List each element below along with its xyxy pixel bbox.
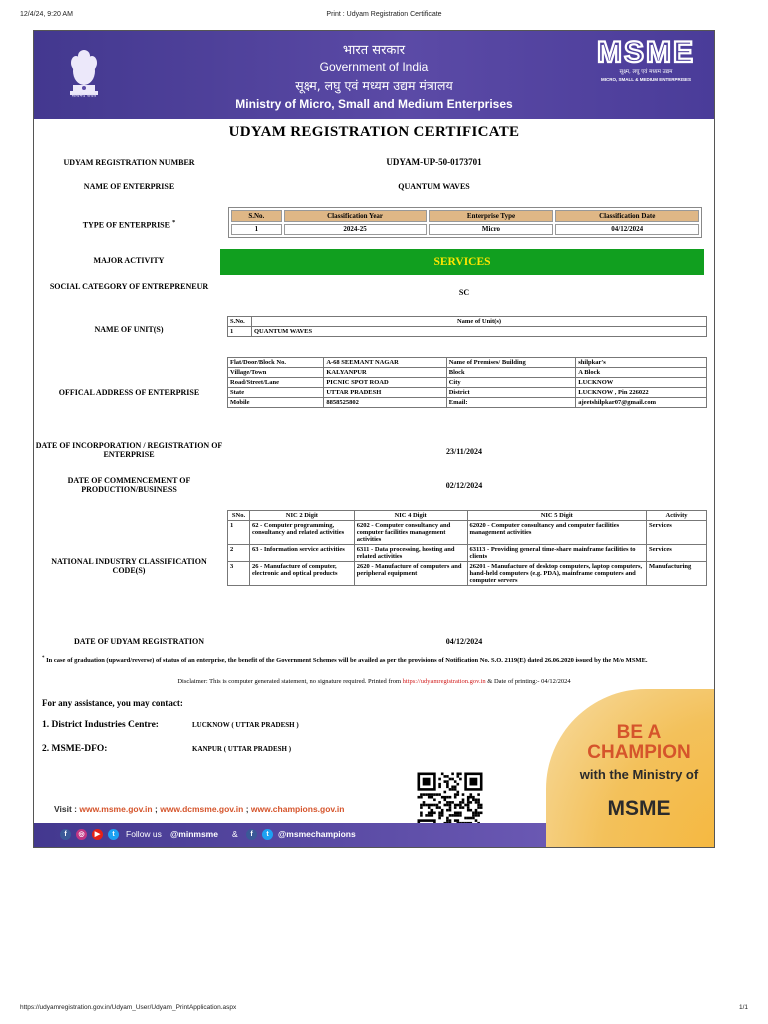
type-header-2: Classification Year (284, 210, 427, 222)
address-cell-2: KALYANPUR (324, 368, 446, 378)
address-cell-3: City (446, 378, 576, 388)
nic-row (228, 562, 707, 586)
instagram-icon[interactable]: ◎ (76, 829, 87, 840)
nic-header-2: NIC 2 Digit (249, 511, 354, 521)
note-star: * (42, 656, 45, 661)
units-cell-1: 1 (228, 327, 252, 337)
address-cell-4: ajeetshilpkar07@gmail.com (576, 398, 707, 408)
nic-cell-1: 3 (228, 562, 250, 586)
nic-cell-1: 1 (228, 521, 250, 545)
nic-cell-2: 62 - Computer programming, consultancy and related activities (249, 521, 354, 545)
major-activity-value: SERVICES (220, 249, 704, 275)
facebook-icon-2[interactable]: f (246, 829, 257, 840)
nic-header-1: SNo. (228, 511, 250, 521)
type-row (231, 224, 699, 235)
banner-hindi-title: भारत सरकार (342, 43, 406, 58)
print-datetime: 12/4/24, 9:20 AM (20, 11, 73, 18)
link-dcmsme[interactable]: www.dcmsme.gov.in (160, 804, 244, 814)
certificate-title: UDYAM REGISTRATION CERTIFICATE (228, 124, 520, 140)
follow-handle-minmsme[interactable]: @minmsme (170, 829, 218, 839)
promo-headline: BE A CHAMPION (587, 722, 691, 763)
nic-cell-4: 26201 - Manufacture of desktop computers, laptop computers, hand-held computers (e.g. PDA), mainframe computers and computer servers (467, 562, 647, 586)
msme-logo-english: MICRO, SMALL & MEDIUM ENTERPRISES (601, 77, 691, 82)
type-table (228, 207, 702, 238)
assistance-heading: For any assistance, you may contact: (42, 698, 183, 708)
msme-logo-hindi: सूक्ष्म, लघु एवं मध्यम उद्यम (619, 69, 673, 75)
type-header-1: S.No. (231, 210, 282, 222)
nic-cell-2: 63 - Information service activities (249, 545, 354, 562)
address-cell-1: State (228, 388, 324, 398)
msme-logo-text: MSME (597, 37, 695, 67)
address-cell-4: LUCKNOW , Pin 226022 (576, 388, 707, 398)
nic-row (228, 521, 707, 545)
address-table (227, 357, 707, 408)
visit-separator-2: ; (245, 804, 249, 814)
type-label-text: TYPE OF ENTERPRISE (82, 220, 170, 230)
msme-logo (590, 37, 702, 67)
type-cell-4: 04/12/2024 (555, 224, 699, 235)
type-cell-3: Micro (429, 224, 554, 235)
address-cell-4: LUCKNOW (576, 378, 707, 388)
commencement-label: DATE OF COMMENCEMENT OF PRODUCTION/BUSINESS (67, 476, 191, 494)
twitter-icon-2[interactable]: t (262, 829, 273, 840)
disclaimer-link[interactable]: https://udyamregistration.gov.in (402, 678, 486, 685)
incorporation-label: DATE OF INCORPORATION / REGISTRATION OF ENTERPRISE (35, 441, 223, 459)
nic-row (228, 545, 707, 562)
follow-label: Follow us (126, 829, 162, 839)
nic-cell-4: 62020 - Computer consultancy and computer facilities management activities (467, 521, 647, 545)
follow-band (34, 823, 546, 847)
dic-value: LUCKNOW ( UTTAR PRADESH ) (192, 721, 299, 729)
type-label (34, 218, 224, 230)
units-header-2: Name of Unit(s) (252, 317, 707, 327)
banner-government-of-india: Government of India (319, 60, 429, 74)
address-cell-2: UTTAR PRADESH (324, 388, 446, 398)
print-footer (20, 1004, 748, 1016)
visit-links (54, 804, 344, 814)
social-category-value: SC (458, 288, 470, 297)
incorporation-date: 23/11/2024 (445, 447, 482, 456)
units-row (228, 327, 707, 337)
emblem-caption: सत्यमेव जयते (71, 93, 97, 99)
dfo-value: KANPUR ( UTTAR PRADESH ) (192, 745, 292, 753)
facebook-icon[interactable]: f (60, 829, 71, 840)
units-table (227, 316, 707, 337)
social-category-label: SOCIAL CATEGORY OF ENTREPRENEUR (49, 282, 209, 291)
nic-header-5: Activity (647, 511, 707, 521)
address-cell-4: shilpkar's (576, 358, 707, 368)
nic-cell-3: 6311 - Data processing, hosting and related activities (354, 545, 467, 562)
udyam-date-label: DATE OF UDYAM REGISTRATION (73, 637, 204, 646)
link-champions[interactable]: www.champions.gov.in (250, 804, 345, 814)
address-cell-3: Block (446, 368, 576, 378)
nic-cell-1: 2 (228, 545, 250, 562)
follow-ampersand: & (232, 829, 238, 839)
units-cell-2: QUANTUM WAVES (252, 327, 707, 337)
disclaimer-text: Disclaimer: This is computer generated statement, no signature required. Printed from (177, 678, 402, 685)
nic-header-3: NIC 4 Digit (354, 511, 467, 521)
address-cell-4: A Block (576, 368, 707, 378)
youtube-icon[interactable]: ▶ (92, 829, 103, 840)
type-star: * (171, 219, 176, 226)
type-header-4: Classification Date (555, 210, 699, 222)
nic-cell-3: 6202 - Computer consultancy and computer facilities management activities (354, 521, 467, 545)
address-label: OFFICAL ADDRESS OF ENTERPRISE (58, 388, 200, 397)
nic-header-4: NIC 5 Digit (467, 511, 647, 521)
address-cell-2: 8858525802 (324, 398, 446, 408)
visit-label: Visit : (54, 804, 77, 814)
type-header-3: Enterprise Type (429, 210, 554, 222)
nic-label: NATIONAL INDUSTRY CLASSIFICATION CODE(S) (51, 557, 207, 575)
nic-cell-4: 63113 - Providing general time-share mainframe facilities to clients (467, 545, 647, 562)
note-text: In case of graduation (upward/reverse) of status of an enterprise, the benefit of the Government Schemes will be availed as per the provisions of Notification No. S.O. 2119(E) dated 26.06.2020 issued by the M/o MSME. (46, 657, 648, 665)
twitter-icon[interactable]: t (108, 829, 119, 840)
print-page-number: 1/1 (738, 1004, 748, 1011)
visit-separator-1: ; (154, 804, 158, 814)
promo-msme: MSME (607, 797, 671, 820)
gov-banner (34, 31, 714, 119)
commencement-date: 02/12/2024 (445, 481, 483, 490)
address-row (228, 378, 707, 388)
enterprise-name-value: QUANTUM WAVES (398, 182, 470, 191)
address-row (228, 388, 707, 398)
disclaimer (34, 678, 714, 685)
units-label: NAME OF UNIT(S) (94, 325, 164, 334)
address-cell-3: Name of Premises/ Building (446, 358, 576, 368)
udyam-date-value: 04/12/2024 (445, 637, 483, 646)
follow-handle-champions[interactable]: @msmechampions (278, 829, 356, 839)
dfo-label: 2. MSME-DFO: (42, 744, 108, 754)
enterprise-name-label: NAME OF ENTERPRISE (83, 182, 175, 191)
nic-table (227, 510, 707, 586)
reg-number-label: UDYAM REGISTRATION NUMBER (63, 158, 195, 167)
address-cell-1: Mobile (228, 398, 324, 408)
certificate (33, 30, 715, 848)
address-cell-2: A-68 SEEMANT NAGAR (324, 358, 446, 368)
print-header (20, 11, 748, 23)
type-cell-2: 2024-25 (284, 224, 427, 235)
address-row (228, 368, 707, 378)
reg-number-value: UDYAM-UP-50-0173701 (386, 157, 482, 167)
print-url: https://udyamregistration.gov.in/Udyam_User/Udyam_PrintApplication.aspx (20, 1004, 237, 1011)
address-cell-1: Road/Street/Lane (228, 378, 324, 388)
nic-cell-5: Manufacturing (647, 562, 707, 586)
dic-label: 1. District Industries Centre: (42, 720, 159, 730)
major-activity-label: MAJOR ACTIVITY (93, 256, 165, 265)
address-row (228, 358, 707, 368)
nic-cell-3: 2620 - Manufacture of computers and peripheral equipment (354, 562, 467, 586)
address-cell-3: District (446, 388, 576, 398)
promo-subline: with the Ministry of (579, 767, 699, 782)
address-cell-1: Flat/Door/Block No. (228, 358, 324, 368)
disclaimer-print-date: & Date of printing:- 04/12/2024 (487, 678, 571, 685)
address-row (228, 398, 707, 408)
nic-cell-5: Services (647, 521, 707, 545)
link-msme[interactable]: www.msme.gov.in (79, 804, 153, 814)
print-title: Print : Udyam Registration Certificate (326, 11, 442, 18)
graduation-note (42, 655, 706, 665)
banner-ministry: Ministry of Micro, Small and Medium Enterprises (235, 97, 513, 111)
address-cell-2: PICNIC SPOT ROAD (324, 378, 446, 388)
banner-hindi-ministry: सूक्ष्म, लघु एवं मध्यम उद्यम मंत्रालय (295, 78, 453, 93)
nic-cell-5: Services (647, 545, 707, 562)
type-cell-1: 1 (231, 224, 282, 235)
address-cell-3: Email: (446, 398, 576, 408)
nic-cell-2: 26 - Manufacture of computer, electronic and optical products (249, 562, 354, 586)
units-header-1: S.No. (228, 317, 252, 327)
address-cell-1: Village/Town (228, 368, 324, 378)
